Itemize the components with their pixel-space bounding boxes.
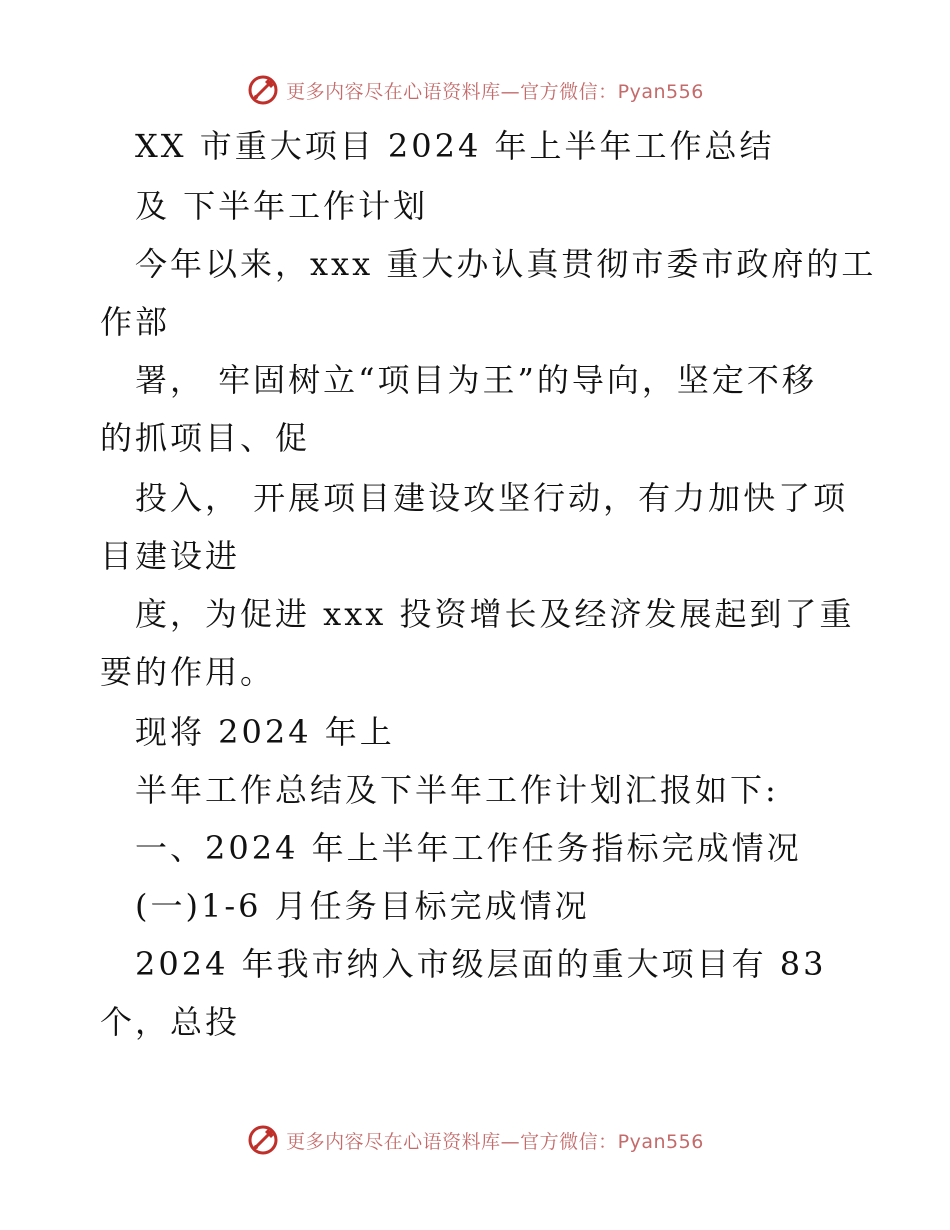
document-title-line-2: 及 下半年工作计划 — [135, 187, 429, 225]
footer-banner — [0, 1120, 950, 1160]
section-heading-1: 一、2024 年上半年工作任务指标完成情况 — [135, 829, 802, 867]
pen-circle-logo-icon — [246, 1123, 280, 1157]
header-banner-text: 更多内容尽在心语资料库—官方微信：Pyan556 — [286, 80, 704, 103]
paragraph-7-line-1: 2024 年我市纳入市级层面的重大项目有 83 — [135, 945, 827, 983]
header-banner — [0, 70, 950, 110]
document-title-line-1: XX 市重大项目 2024 年上半年工作总结 — [135, 127, 775, 165]
paragraph-4-line-2: 要的作用。 — [100, 653, 276, 691]
paragraph-1-line-2: 作部 — [100, 303, 171, 341]
paragraph-7-line-2: 个，总投 — [100, 1003, 241, 1041]
paragraph-6-line-1: 半年工作总结及下半年工作计划汇报如下: — [135, 771, 779, 809]
paragraph-4-line-1: 度，为促进 xxx 投资增长及经济发展起到了重 — [135, 595, 855, 633]
paragraph-2-line-1: 署， 牢固树立“项目为王”的导向，坚定不移 — [135, 361, 817, 399]
subsection-heading-1: (一)1-6 月任务目标完成情况 — [135, 887, 590, 925]
paragraph-5-line-1: 现将 2024 年上 — [135, 713, 395, 751]
paragraph-3-line-2: 目建设进 — [100, 537, 241, 575]
paragraph-1-line-1: 今年以来，xxx 重大办认真贯彻市委市政府的工 — [135, 245, 877, 283]
paragraph-3-line-1: 投入， 开展项目建设攻坚行动，有力加快了项 — [135, 479, 849, 517]
footer-banner-text: 更多内容尽在心语资料库—官方微信：Pyan556 — [286, 1130, 704, 1153]
paragraph-2-line-2: 的抓项目、促 — [100, 419, 311, 457]
pen-circle-logo-icon — [246, 73, 280, 107]
